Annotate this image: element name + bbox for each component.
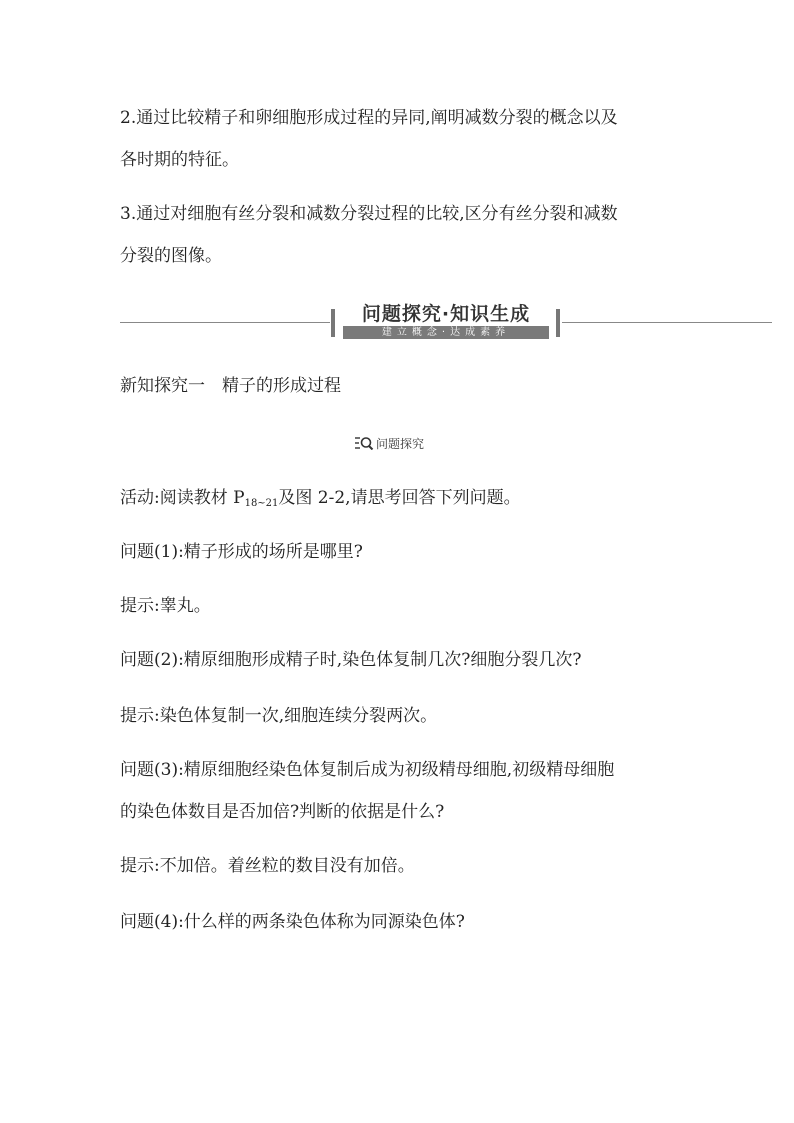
hint-3: 提示:不加倍。着丝粒的数目没有加倍。: [120, 856, 415, 876]
banner-box: [341, 300, 551, 342]
objective-2-line-2: 各时期的特征。: [120, 150, 239, 170]
hint-2: 提示:染色体复制一次,细胞连续分裂两次。: [120, 706, 438, 726]
objective-3-line-2: 分裂的图像。: [120, 246, 222, 266]
question-2: 问题(2):精原细胞形成精子时,染色体复制几次?细胞分裂几次?: [120, 650, 582, 670]
question-3-line-1: 问题(3):精原细胞经染色体复制后成为初级精母细胞,初级精母细胞: [120, 760, 615, 780]
hint-1: 提示:睾丸。: [120, 596, 211, 616]
section-title: 新知探究一 精子的形成过程: [120, 376, 341, 396]
activity-line: [120, 486, 521, 510]
activity-suffix: 及图 2-2,请思考回答下列问题。: [278, 488, 521, 508]
objective-3-line-1: 3.通过对细胞有丝分裂和减数分裂过程的比较,区分有丝分裂和减数: [120, 204, 618, 224]
banner-bar-left: [331, 309, 335, 337]
question-3-line-2: 的染色体数目是否加倍?判断的依据是什么?: [120, 802, 445, 822]
subhead-label: 问题探究: [376, 436, 425, 451]
subhead: [354, 434, 424, 452]
objective-2-line-1: 2.通过比较精子和卵细胞形成过程的异同,阐明减数分裂的概念以及: [120, 108, 618, 128]
banner-title: 问题探究·知识生成: [361, 303, 531, 325]
banner-rule-left: [120, 322, 330, 323]
magnifier-icon: [354, 436, 374, 450]
banner-bar-right: [556, 309, 560, 337]
banner-rule-right: [562, 322, 772, 323]
activity-pages: 18~21: [244, 498, 279, 509]
banner-subtitle: 建立概念·达成素养: [343, 326, 549, 339]
activity-prefix: 活动:阅读教材 P: [120, 488, 245, 508]
question-1: 问题(1):精子形成的场所是哪里?: [120, 542, 363, 562]
question-4: 问题(4):什么样的两条染色体称为同源染色体?: [120, 912, 465, 932]
